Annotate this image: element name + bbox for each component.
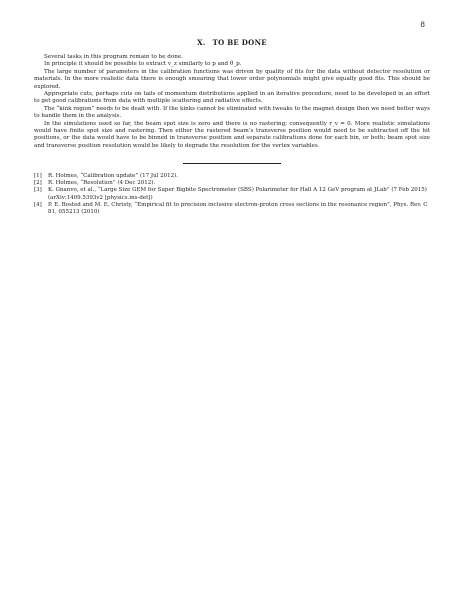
reference-number: [4] bbox=[34, 201, 42, 208]
reference-text: R. Holmes, “Resolution” (4 Dec 2012). bbox=[48, 180, 156, 187]
section-heading bbox=[34, 38, 430, 47]
section-title: TO BE DONE bbox=[212, 38, 267, 47]
reference-text: R. Holmes, “Calibration update” (17 Jul 2012). bbox=[48, 173, 179, 180]
reference-item bbox=[34, 187, 430, 201]
reference-number: [3] bbox=[34, 187, 42, 194]
reference-text: K. Gnanvo, et al., “Large Size GEM for Super Bigbite Spectrometer (SBS) Polarimeter for Hall A 12 GeV program at JLab” (7 Feb 2015) (arXiv:1409.5393v2 [physics.ins-det]) bbox=[48, 187, 427, 201]
reference-text: P. E. Bosted and M. E. Christy, “Empirical fit to precision inclusive electron-proton cross sections in the resonance region”, Phys. Rev. C 81, 055213 (2010) bbox=[48, 201, 428, 215]
page-content bbox=[34, 38, 430, 216]
paragraph: Appropriate cuts, perhaps cuts on tails of momentum distributions applied in an iterative procedure, need to be developed in an effort to get good calibrations from data with multiple scattering and radiative effects. bbox=[34, 91, 430, 105]
reference-number: [2] bbox=[34, 180, 42, 187]
page-number: 8 bbox=[420, 20, 425, 29]
paragraph: The “kink region” needs to be dealt with. If the kinks cannot be eliminated with tweaks to the magnet design then we need better ways to handle them in the analysis. bbox=[34, 105, 430, 120]
reference-list bbox=[34, 173, 430, 216]
reference-item bbox=[34, 202, 430, 216]
paragraph: The large number of parameters in the calibration functions was driven by quality of fits for the data without detector resolution or materials. In the more realistic data there is enough smearing that lower order polynomials might give equally good fits. This should be explored. bbox=[34, 68, 430, 90]
reference-number: [1] bbox=[34, 173, 42, 180]
paragraph: In principle it should be possible to extract v_z similarly to p and θ_p. bbox=[44, 61, 242, 68]
section-number: X. bbox=[197, 38, 206, 47]
paragraph: In the simulations used so far, the beam spot size is zero and there is no rastering; consequently r_v = 0. More realistic simulations would have finite spot size and rastering. Then either the rastered beam’s transverse position would need to be subtracted off the hit positions, or the data would have to be binned in transverse position and separate calibrations done for each bin, or both; beam spot size and transverse position resolution would be likely to degrade the resolution for the vertex variables. bbox=[34, 120, 430, 149]
references-divider bbox=[183, 163, 281, 164]
paragraph: Several tasks in this program remain to be done. bbox=[44, 54, 183, 60]
